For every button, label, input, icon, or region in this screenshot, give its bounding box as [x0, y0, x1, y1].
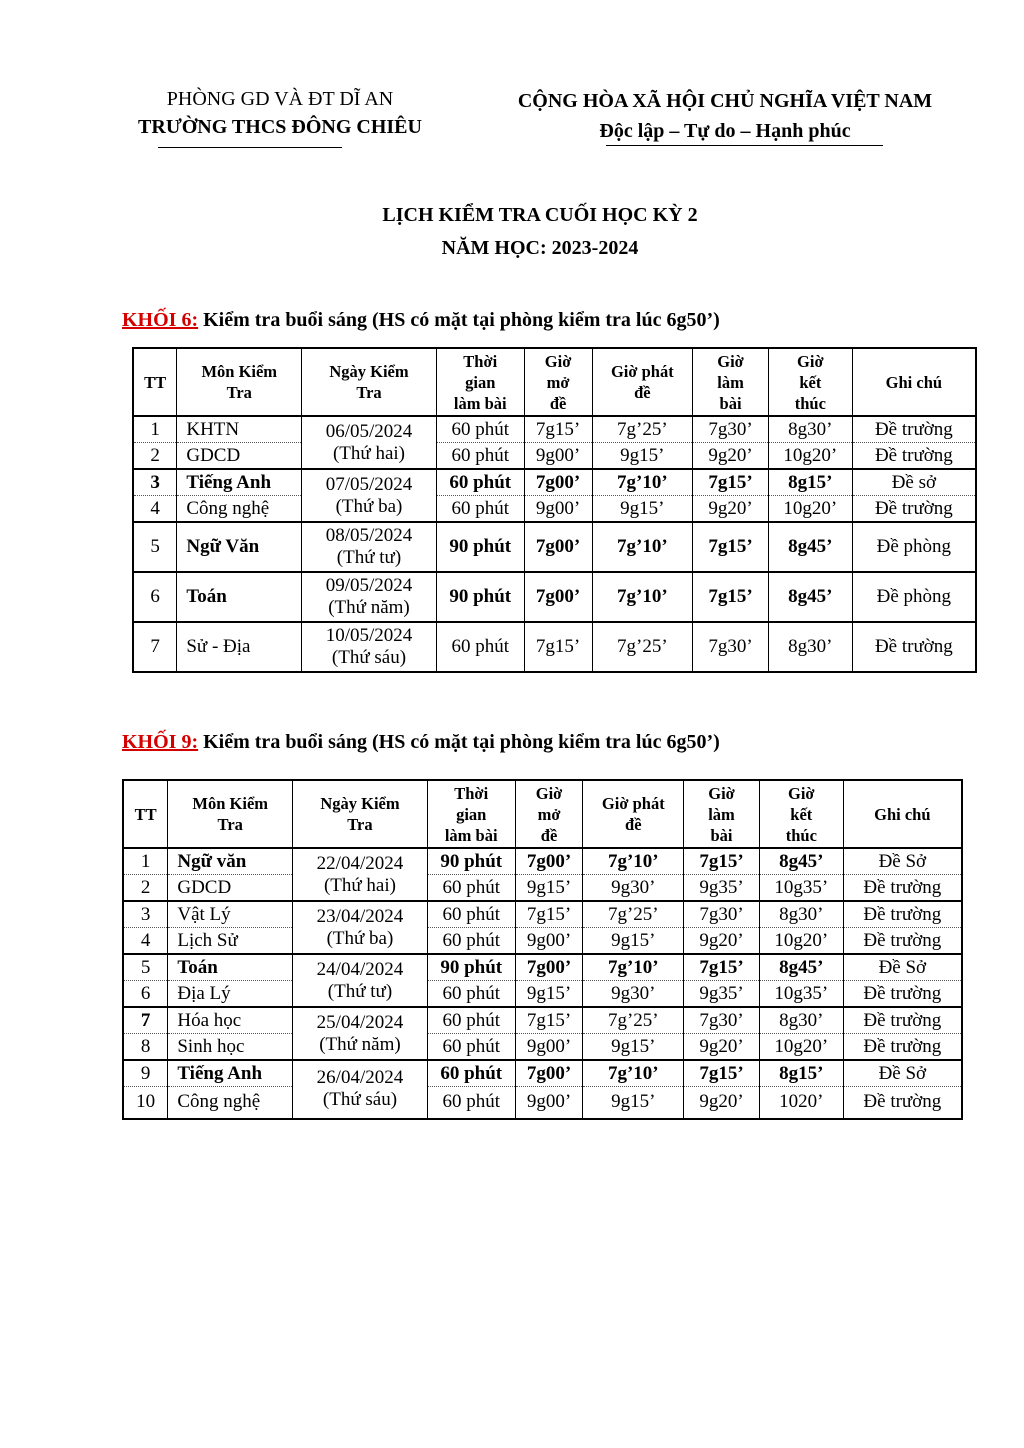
table-header-row	[133, 348, 976, 416]
table-cell	[302, 622, 437, 672]
header-left-rule	[158, 147, 342, 148]
table-cell: 7g15’	[515, 901, 583, 928]
table-cell	[293, 848, 428, 901]
table-cell: 7g00’	[524, 522, 592, 572]
table-cell: GDCD	[168, 875, 293, 902]
cell-text: Thời	[463, 351, 498, 371]
cell-text: kết	[790, 804, 813, 824]
table-cell: 9g00’	[524, 496, 592, 523]
table-row	[133, 416, 976, 443]
table-cell: 9g20’	[684, 1087, 760, 1119]
table-cell: Toán	[177, 572, 302, 622]
table-cell	[293, 901, 428, 954]
table-cell	[302, 572, 437, 622]
table-row	[123, 875, 962, 902]
col-subject	[168, 780, 293, 848]
cell-text: làm	[717, 372, 744, 392]
table-cell: Đề trường	[852, 496, 976, 523]
col-tt	[123, 780, 168, 848]
cell-text: đề	[540, 825, 558, 845]
cell-text: 08/05/2024	[325, 525, 413, 546]
agency-header	[110, 86, 450, 142]
table-cell: 9g15’	[583, 928, 684, 955]
table-cell: Ngữ Văn	[177, 522, 302, 572]
table-cell: 7g15’	[693, 572, 769, 622]
table-row	[123, 901, 962, 928]
table-cell: 8g30’	[768, 622, 852, 672]
table-cell: 7g15’	[693, 469, 769, 496]
table-cell: Đề trường	[843, 1087, 962, 1119]
table-cell: 60 phút	[436, 416, 524, 443]
table-cell: 60 phút	[436, 496, 524, 523]
table-cell: 8g45’	[759, 848, 843, 875]
table-cell: 10g35’	[759, 981, 843, 1008]
national-header	[480, 86, 970, 146]
table-cell: 8g30’	[759, 901, 843, 928]
table-cell	[302, 469, 437, 522]
table-row	[123, 954, 962, 981]
col-hand-out-time	[583, 780, 684, 848]
table-cell	[302, 416, 437, 469]
cell-text: mở	[537, 804, 561, 824]
table-cell: 10	[123, 1087, 168, 1119]
table-cell: 8g45’	[759, 954, 843, 981]
table-cell: KHTN	[177, 416, 302, 443]
col-note	[852, 348, 976, 416]
table-cell: Tiếng Anh	[168, 1060, 293, 1087]
table-cell: Vật Lý	[168, 901, 293, 928]
table-row	[133, 572, 976, 622]
table-cell: Đề trường	[843, 901, 962, 928]
table-cell	[293, 1060, 428, 1119]
table-cell: 9g15’	[515, 875, 583, 902]
table-cell: 7g30’	[693, 416, 769, 443]
table-cell: 1	[123, 848, 168, 875]
table-cell: 7	[133, 622, 177, 672]
table-cell: 8g45’	[768, 572, 852, 622]
cell-text: Môn Kiểm	[201, 362, 278, 381]
school-year: NĂM HỌC: 2023-2024	[441, 237, 639, 259]
cell-text: (Thứ hai)	[332, 442, 405, 464]
cell-text: Tra	[226, 383, 252, 402]
cell-text: 06/05/2024	[325, 420, 413, 442]
table-cell: 10g35’	[759, 875, 843, 902]
table-row	[133, 622, 976, 672]
table-cell: Lịch Sử	[168, 928, 293, 955]
table-cell: 7g00’	[524, 572, 592, 622]
table-cell	[302, 522, 437, 572]
table-cell: 7g30’	[684, 1007, 760, 1034]
col-end-time	[759, 780, 843, 848]
table-cell: Đề trường	[852, 416, 976, 443]
table-row	[123, 1034, 962, 1061]
cell-text: làm bài	[444, 825, 498, 845]
table-cell: 10g20’	[768, 496, 852, 523]
table-cell: 90 phút	[436, 522, 524, 572]
table-cell: 7g00’	[515, 1060, 583, 1087]
table-cell: 9g20’	[684, 928, 760, 955]
table-cell: 9g00’	[515, 1034, 583, 1061]
table-cell: Đề Sở	[843, 848, 962, 875]
cell-text: (Thứ sáu)	[331, 647, 407, 668]
table-cell: 90 phút	[436, 572, 524, 622]
cell-text: kết	[799, 372, 822, 392]
table-cell: 7g’10’	[592, 572, 693, 622]
table-cell: 8	[123, 1034, 168, 1061]
table-cell: 10g20’	[759, 928, 843, 955]
table-cell: 5	[133, 522, 177, 572]
col-duration	[427, 780, 515, 848]
table-cell: Đề trường	[852, 622, 976, 672]
table-cell: 5	[123, 954, 168, 981]
col-start-time	[684, 780, 760, 848]
col-tt	[133, 348, 177, 416]
table-cell: 7g15’	[524, 416, 592, 443]
table-cell: 60 phút	[427, 1087, 515, 1119]
table-cell: 7g15’	[524, 622, 592, 672]
cell-text: 09/05/2024	[325, 575, 413, 596]
table-cell	[293, 1007, 428, 1060]
table-cell: 1020’	[759, 1087, 843, 1119]
table-cell: 7g’25’	[583, 1007, 684, 1034]
table-cell: 90 phút	[427, 848, 515, 875]
table-cell: 60 phút	[427, 875, 515, 902]
cell-text: 23/04/2024	[316, 905, 404, 927]
table-cell: 7g15’	[515, 1007, 583, 1034]
table-cell: 7g’10’	[592, 469, 693, 496]
table-row	[133, 443, 976, 470]
table-cell: Đề phòng	[852, 522, 976, 572]
cell-text: 10/05/2024	[325, 625, 413, 646]
khoi9-heading	[122, 731, 720, 754]
cell-text: Giờ	[717, 351, 744, 371]
table-cell: Ngữ văn	[168, 848, 293, 875]
table-cell: Đề trường	[843, 875, 962, 902]
cell-text: Giờ	[708, 783, 735, 803]
table-row	[123, 848, 962, 875]
khoi6-note: Kiểm tra buổi sáng (HS có mặt tại phòng kiểm tra lúc 6g50’)	[198, 309, 720, 331]
table-cell: 7g’10’	[583, 848, 684, 875]
cell-text: (Thứ ba)	[335, 495, 403, 517]
cell-text: Ngày Kiểm	[320, 794, 400, 813]
table-row	[133, 522, 976, 572]
table-cell: 4	[133, 496, 177, 523]
table-cell: 60 phút	[427, 981, 515, 1008]
table-cell: 8g15’	[759, 1060, 843, 1087]
cell-text: Môn Kiểm	[192, 794, 269, 813]
table-cell: 8g30’	[759, 1007, 843, 1034]
table-cell: 9g20’	[684, 1034, 760, 1061]
table-cell: 60 phút	[436, 622, 524, 672]
table-cell: Đề trường	[843, 1034, 962, 1061]
khoi9-note: Kiểm tra buổi sáng (HS có mặt tại phòng kiểm tra lúc 6g50’)	[198, 731, 720, 753]
table-cell: 2	[123, 875, 168, 902]
cell-text: đề	[549, 393, 567, 413]
khoi6-label: KHỐI 6:	[122, 309, 199, 331]
table-cell: 7g’25’	[583, 901, 684, 928]
table-cell	[293, 954, 428, 1007]
table-cell: 3	[123, 901, 168, 928]
table-cell: 7g15’	[684, 1060, 760, 1087]
document-title: LỊCH KIỂM TRA CUỐI HỌC KỲ 2	[382, 204, 698, 226]
table-cell: Đề sở	[852, 469, 976, 496]
cell-text: bài	[710, 825, 733, 845]
cell-text: 24/04/2024	[316, 958, 404, 980]
national-motto: Độc lập – Tự do – Hạnh phúc	[599, 120, 851, 142]
cell-text: Tra	[356, 383, 382, 402]
cell-text: (Thứ hai)	[323, 874, 396, 896]
cell-text: thúc	[785, 825, 817, 845]
col-duration	[436, 348, 524, 416]
col-date	[302, 348, 437, 416]
table-cell: Sử - Địa	[177, 622, 302, 672]
table-cell: 6	[133, 572, 177, 622]
table-cell: 90 phút	[427, 954, 515, 981]
table-cell: GDCD	[177, 443, 302, 470]
table-row	[133, 496, 976, 523]
table-cell: Đề trường	[843, 928, 962, 955]
table-cell: 60 phút	[427, 1060, 515, 1087]
table-cell: Sinh học	[168, 1034, 293, 1061]
table-cell: 7g’25’	[592, 622, 693, 672]
cell-text: 25/04/2024	[316, 1011, 404, 1033]
col-open-time	[515, 780, 583, 848]
table-cell: Địa Lý	[168, 981, 293, 1008]
table-cell: 9g00’	[515, 1087, 583, 1119]
cell-text: (Thứ tư)	[336, 547, 402, 568]
table-row	[123, 981, 962, 1008]
cell-text: Giờ phát	[601, 794, 665, 813]
col-note	[843, 780, 962, 848]
table-cell: 9g15’	[592, 496, 693, 523]
table-row	[123, 1087, 962, 1119]
cell-text: Thời	[454, 783, 489, 803]
table-cell: 10g20’	[759, 1034, 843, 1061]
table-cell: 60 phút	[427, 901, 515, 928]
cell-text: 07/05/2024	[325, 473, 413, 495]
national-title: CỘNG HÒA XÃ HỘI CHỦ NGHĨA VIỆT NAM	[517, 90, 933, 112]
cell-text: Giờ	[788, 783, 815, 803]
table-cell: 9	[123, 1060, 168, 1087]
cell-text: Ghi chú	[874, 804, 931, 824]
cell-text: Giờ	[797, 351, 824, 371]
cell-text: thúc	[794, 393, 826, 413]
table-cell: 9g30’	[583, 875, 684, 902]
col-subject	[177, 348, 302, 416]
table-row	[123, 1060, 962, 1087]
department-name: PHÒNG GD VÀ ĐT DĨ AN	[166, 88, 394, 110]
table-row	[123, 1007, 962, 1034]
table-cell: 7g15’	[693, 522, 769, 572]
table-cell: 7g30’	[684, 901, 760, 928]
cell-text: đề	[634, 383, 651, 402]
table-cell: 60 phút	[427, 928, 515, 955]
cell-text: đề	[625, 815, 642, 834]
table-cell: Đề trường	[843, 1007, 962, 1034]
table-cell: Tiếng Anh	[177, 469, 302, 496]
table-cell: Đề Sở	[843, 1060, 962, 1087]
table-cell: Đề phòng	[852, 572, 976, 622]
table-cell: Công nghệ	[177, 496, 302, 523]
table-cell: 9g15’	[583, 1034, 684, 1061]
cell-text: (Thứ sáu)	[322, 1089, 398, 1111]
cell-text: Giờ	[544, 351, 572, 371]
cell-text: gian	[456, 804, 487, 824]
table-cell: 7g00’	[515, 954, 583, 981]
table-cell: 8g15’	[768, 469, 852, 496]
table-cell: 3	[133, 469, 177, 496]
cell-text: Ghi chú	[885, 372, 943, 392]
table-cell: 10g20’	[768, 443, 852, 470]
table-cell: 7g’25’	[592, 416, 693, 443]
cell-text: Tra	[217, 815, 243, 834]
col-hand-out-time	[592, 348, 693, 416]
table-cell: 7g30’	[693, 622, 769, 672]
table-cell: 7g00’	[515, 848, 583, 875]
col-start-time	[693, 348, 769, 416]
table-cell: Toán	[168, 954, 293, 981]
table-cell: 1	[133, 416, 177, 443]
cell-text: (Thứ tư)	[327, 980, 393, 1002]
table-cell: 7g15’	[684, 954, 760, 981]
table-cell: 9g20’	[693, 496, 769, 523]
cell-text: làm bài	[453, 393, 507, 413]
cell-text: Giờ	[535, 783, 563, 803]
col-date	[293, 780, 428, 848]
table-cell: Hóa học	[168, 1007, 293, 1034]
table-row	[123, 928, 962, 955]
table-cell: Đề Sở	[843, 954, 962, 981]
cell-text: gian	[465, 372, 496, 392]
table-cell: 7	[123, 1007, 168, 1034]
cell-text: TT	[134, 804, 157, 824]
cell-text: Tra	[347, 815, 373, 834]
header-right-rule	[606, 145, 883, 146]
cell-text: làm	[708, 804, 735, 824]
table-cell: 7g15’	[684, 848, 760, 875]
col-open-time	[524, 348, 592, 416]
table-cell: 9g35’	[684, 875, 760, 902]
table-cell: 7g’10’	[592, 522, 693, 572]
table-cell: 60 phút	[427, 1007, 515, 1034]
table-cell: 7g’10’	[583, 954, 684, 981]
table-cell: 9g00’	[515, 928, 583, 955]
cell-text: Ngày Kiểm	[329, 362, 409, 381]
cell-text: 22/04/2024	[316, 852, 404, 874]
col-end-time	[768, 348, 852, 416]
table-cell: 7g00’	[524, 469, 592, 496]
table-cell: 9g35’	[684, 981, 760, 1008]
khoi9-label: KHỐI 9:	[122, 731, 199, 753]
cell-text: mở	[546, 372, 570, 392]
cell-text: 26/04/2024	[316, 1067, 404, 1089]
cell-text: (Thứ ba)	[326, 927, 394, 949]
cell-text: bài	[719, 393, 742, 413]
table-cell: 9g30’	[583, 981, 684, 1008]
table-row	[133, 469, 976, 496]
khoi9-table	[122, 779, 963, 1120]
table-cell: 8g45’	[768, 522, 852, 572]
school-name: TRƯỜNG THCS ĐÔNG CHIÊU	[138, 116, 422, 138]
table-cell: 9g15’	[592, 443, 693, 470]
table-cell: 9g15’	[583, 1087, 684, 1119]
khoi6-heading	[122, 309, 720, 332]
table-cell: 9g20’	[693, 443, 769, 470]
table-cell: 7g’10’	[583, 1060, 684, 1087]
cell-text: (Thứ năm)	[328, 597, 410, 618]
table-cell: 8g30’	[768, 416, 852, 443]
table-cell: 9g00’	[524, 443, 592, 470]
table-cell: Công nghệ	[168, 1087, 293, 1119]
table-header-row	[123, 780, 962, 848]
table-cell: 4	[123, 928, 168, 955]
table-cell: Đề trường	[843, 981, 962, 1008]
cell-text: (Thứ năm)	[319, 1033, 401, 1055]
table-cell: 60 phút	[427, 1034, 515, 1061]
table-cell: 60 phút	[436, 443, 524, 470]
table-cell: 2	[133, 443, 177, 470]
cell-text: Giờ phát	[610, 362, 674, 381]
table-cell: 9g15’	[515, 981, 583, 1008]
table-cell: Đề trường	[852, 443, 976, 470]
khoi6-table	[132, 347, 977, 673]
table-cell: 6	[123, 981, 168, 1008]
cell-text: TT	[144, 372, 167, 392]
table-cell: 60 phút	[436, 469, 524, 496]
